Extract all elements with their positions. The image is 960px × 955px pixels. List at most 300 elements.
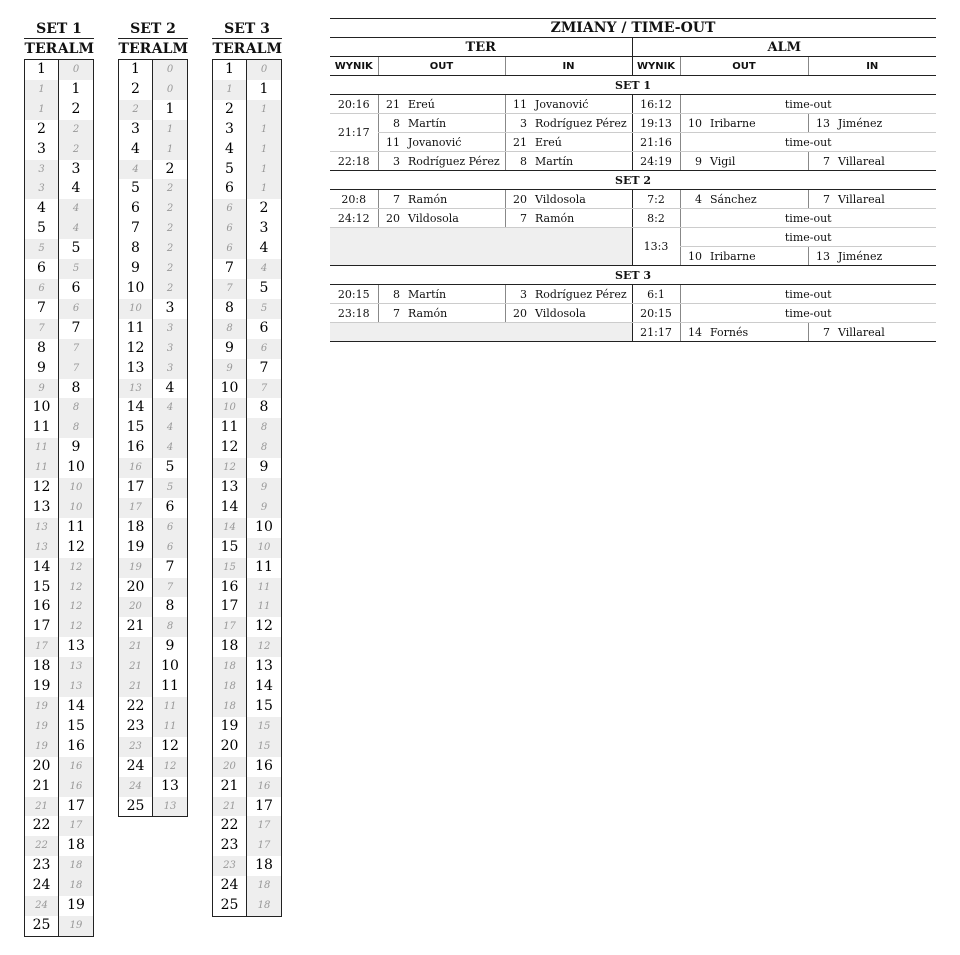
col-out: OUT	[378, 57, 505, 76]
alm-score-cell: 17	[67, 797, 85, 814]
table-row	[213, 100, 281, 120]
set-2-header: SET 2	[330, 171, 936, 190]
alm-score-cell: 5	[165, 459, 175, 476]
table-row	[213, 797, 281, 817]
ter-score-cell: 14	[25, 558, 59, 578]
table-row	[213, 717, 281, 737]
ter-score-cell: 6	[213, 219, 247, 239]
alm-score-cell: 7	[71, 319, 81, 336]
ter-score-cell: 3	[25, 140, 59, 160]
alm-score-cell: 1	[259, 80, 269, 97]
alm-score-cell: 10	[255, 518, 273, 535]
ter-score-cell: 17	[119, 478, 153, 498]
alm-score-cell: 8	[247, 418, 281, 438]
ter-score-cell: 19	[119, 538, 153, 558]
ter-score-cell: 16	[119, 458, 153, 478]
ter-score-cell: 9	[213, 339, 247, 359]
alm-score-cell: 12	[153, 757, 187, 777]
alm-score-cell: 4	[247, 259, 281, 279]
ter-score-cell: 8	[213, 319, 247, 339]
alm-score-cell: 5	[59, 259, 93, 279]
ter-score-cell: 19	[119, 558, 153, 578]
ter-score-cell: 16	[25, 597, 59, 617]
table-row	[25, 578, 93, 598]
table-row	[25, 498, 93, 518]
table-row	[213, 697, 281, 717]
alm-score-cell: 2	[153, 219, 187, 239]
ter-score-cell: 18	[25, 657, 59, 677]
alm-score-cell: 5	[71, 240, 81, 257]
score-grid	[212, 59, 282, 917]
alm-score-cell: 8	[59, 418, 93, 438]
ter-score-cell: 19	[25, 697, 59, 717]
table-row: 21:17 8 Martín 3 Rodríguez Pérez 19:13 10 Iribarne 13 Jiménez	[330, 114, 936, 133]
ter-score-cell: 4	[119, 140, 153, 160]
table-row: 22:18 3 Rodríguez Pérez 8 Martín 24:19 9 Vigil 7 Villareal	[330, 152, 936, 171]
alm-score-cell: 12	[247, 637, 281, 657]
alm-score-cell: 2	[59, 140, 93, 160]
alm-score-cell: 5	[153, 478, 187, 498]
alm-score-cell: 3	[71, 160, 81, 177]
alm-score-cell: 12	[59, 617, 93, 637]
ter-score-cell: 2	[119, 100, 153, 120]
table-row	[25, 597, 93, 617]
alm-score-cell: 2	[59, 120, 93, 140]
table-row	[119, 697, 187, 717]
table-row	[25, 160, 93, 180]
table-row	[25, 478, 93, 498]
alm-score-cell: 11	[153, 697, 187, 717]
ter-score-cell: 21	[25, 797, 59, 817]
alm-score-cell: 16	[59, 757, 93, 777]
ter-score-cell: 19	[25, 737, 59, 757]
alm-score-cell: 11	[161, 678, 179, 695]
team-left-header: TER	[330, 38, 632, 57]
ter-score-cell: 16	[119, 438, 153, 458]
table-row	[119, 498, 187, 518]
alm-score-cell: 18	[67, 837, 85, 854]
table-row: 24:12 20 Vildosola 7 Ramón 8:2 time-out	[330, 209, 936, 228]
ter-score-cell: 1	[25, 60, 59, 80]
alm-score-cell: 10	[59, 478, 93, 498]
alm-score-cell: 16	[255, 757, 273, 774]
ter-score-cell: 22	[25, 836, 59, 856]
alm-score-cell: 8	[165, 598, 175, 615]
ter-score-cell: 12	[213, 458, 247, 478]
alm-score-cell: 13	[255, 658, 273, 675]
alm-score-cell: 0	[59, 60, 93, 80]
table-row	[119, 100, 187, 120]
alm-score-cell: 4	[71, 180, 81, 197]
alm-score-cell: 7	[165, 558, 175, 575]
table-row	[213, 259, 281, 279]
ter-score-cell: 6	[25, 259, 59, 279]
ter-score-cell: 6	[119, 199, 153, 219]
table-row	[119, 179, 187, 199]
alm-score-cell: 10	[59, 498, 93, 518]
alm-score-cell: 1	[153, 140, 187, 160]
ter-score-cell: 17	[25, 617, 59, 637]
alm-score-cell: 6	[259, 319, 269, 336]
table-row	[213, 816, 281, 836]
alm-score-cell: 11	[247, 578, 281, 598]
table-row	[25, 717, 93, 737]
empty-cell	[330, 228, 632, 266]
alm-score-cell: 15	[247, 737, 281, 757]
ter-score-cell: 13	[25, 518, 59, 538]
alm-score-cell: 9	[71, 439, 81, 456]
table-row	[213, 757, 281, 777]
ter-score-cell: 18	[119, 518, 153, 538]
ter-score-cell: 8	[213, 299, 247, 319]
alm-score-cell: 2	[165, 160, 175, 177]
alm-score-cell: 4	[153, 418, 187, 438]
ter-score-cell: 17	[213, 597, 247, 617]
alm-score-cell: 2	[71, 100, 81, 117]
alm-score-cell: 5	[259, 279, 269, 296]
ter-score-cell: 10	[25, 398, 59, 418]
ter-score-cell: 13	[119, 379, 153, 399]
table-row	[119, 120, 187, 140]
ter-score-cell: 20	[119, 578, 153, 598]
ter-score-cell: 9	[25, 359, 59, 379]
set-1-header: SET 1	[330, 76, 936, 95]
table-row	[119, 478, 187, 498]
ter-score-cell: 3	[119, 120, 153, 140]
alm-score-cell: 16	[67, 737, 85, 754]
table-row	[119, 379, 187, 399]
table-row	[25, 876, 93, 896]
alm-score-cell: 4	[165, 379, 175, 396]
ter-score-cell: 3	[25, 179, 59, 199]
table-row	[213, 478, 281, 498]
ter-score-cell: 18	[213, 677, 247, 697]
table-row	[213, 677, 281, 697]
ter-score-cell: 11	[25, 438, 59, 458]
alm-score-cell: 3	[153, 319, 187, 339]
alm-score-cell: 8	[153, 617, 187, 637]
team-ter-header: TER	[24, 41, 58, 57]
alm-score-cell: 2	[153, 279, 187, 299]
table-row	[25, 777, 93, 797]
ter-score-cell: 12	[25, 478, 59, 498]
ter-score-cell: 24	[119, 757, 153, 777]
table-row	[25, 438, 93, 458]
table-row	[25, 856, 93, 876]
table-row	[119, 438, 187, 458]
ter-score-cell: 6	[25, 279, 59, 299]
ter-score-cell: 23	[119, 717, 153, 737]
table-row	[119, 60, 187, 80]
ter-score-cell: 18	[213, 637, 247, 657]
ter-score-cell: 20	[213, 737, 247, 757]
table-row	[213, 558, 281, 578]
table-row	[213, 120, 281, 140]
table-row	[119, 558, 187, 578]
ter-score-cell: 15	[213, 538, 247, 558]
table-row	[119, 757, 187, 777]
alm-score-cell: 12	[67, 538, 85, 555]
alm-score-cell: 6	[153, 538, 187, 558]
ter-score-cell: 2	[213, 100, 247, 120]
table-row	[119, 677, 187, 697]
team-alm-header: ALM	[151, 41, 188, 57]
ter-score-cell: 20	[119, 597, 153, 617]
ter-score-cell: 11	[213, 418, 247, 438]
ter-score-cell: 21	[119, 617, 153, 637]
table-row	[25, 259, 93, 279]
table-row	[213, 518, 281, 538]
table-row	[213, 279, 281, 299]
alm-score-cell: 18	[247, 896, 281, 916]
alm-score-cell: 6	[247, 339, 281, 359]
ter-score-cell: 10	[119, 279, 153, 299]
table-row	[25, 816, 93, 836]
table-row	[25, 299, 93, 319]
score-grid	[24, 59, 94, 937]
table-row: 10 Iribarne 13 Jiménez	[330, 247, 936, 266]
col-out: OUT	[680, 57, 808, 76]
table-row	[213, 179, 281, 199]
alm-score-cell: 14	[67, 698, 85, 714]
alm-score-cell: 6	[59, 299, 93, 319]
alm-score-cell: 9	[247, 498, 281, 518]
table-row	[213, 458, 281, 478]
table-row	[213, 896, 281, 916]
alm-score-cell: 10	[67, 459, 85, 476]
table-row	[25, 359, 93, 379]
ter-score-cell: 18	[213, 657, 247, 677]
table-row	[213, 438, 281, 458]
ter-score-cell: 4	[119, 160, 153, 180]
table-row	[25, 120, 93, 140]
alm-score-cell: 18	[247, 876, 281, 896]
alm-score-cell: 14	[255, 678, 273, 695]
alm-score-cell: 4	[59, 219, 93, 239]
alm-score-cell: 17	[247, 836, 281, 856]
alm-score-cell: 18	[59, 856, 93, 876]
table-row	[25, 179, 93, 199]
table-row	[25, 677, 93, 697]
alm-score-cell: 0	[153, 80, 187, 100]
table-row: 21:17 14 Fornés 7 Villareal	[330, 323, 936, 342]
team-alm-header: ALM	[245, 41, 282, 57]
alm-score-cell: 7	[247, 379, 281, 399]
table-row	[25, 558, 93, 578]
table-row	[25, 757, 93, 777]
set-title: SET 2	[118, 20, 188, 39]
set-title: SET 1	[24, 20, 94, 39]
ter-score-cell: 16	[213, 578, 247, 598]
team-ter-header: TER	[212, 41, 246, 57]
alm-score-cell: 3	[153, 339, 187, 359]
alm-score-cell: 9	[165, 638, 175, 655]
alm-score-cell: 12	[255, 618, 273, 635]
alm-score-cell: 11	[153, 717, 187, 737]
alm-score-cell: 12	[59, 597, 93, 617]
table-row	[25, 319, 93, 339]
ter-score-cell: 18	[213, 697, 247, 717]
alm-score-cell: 6	[153, 518, 187, 538]
ter-score-cell: 5	[119, 179, 153, 199]
table-row	[119, 458, 187, 478]
table-row	[119, 160, 187, 180]
table-row	[25, 339, 93, 359]
ter-score-cell: 19	[213, 717, 247, 737]
ter-score-cell: 20	[25, 757, 59, 777]
ter-score-cell: 22	[119, 697, 153, 717]
ter-score-cell: 14	[213, 518, 247, 538]
ter-score-cell: 15	[213, 558, 247, 578]
ter-score-cell: 24	[119, 777, 153, 797]
alm-score-cell: 11	[67, 518, 85, 535]
ter-score-cell: 17	[213, 617, 247, 637]
alm-score-cell: 1	[247, 179, 281, 199]
table-row	[119, 717, 187, 737]
alm-score-cell: 2	[153, 239, 187, 259]
ter-score-cell: 5	[25, 219, 59, 239]
ter-score-cell: 21	[119, 657, 153, 677]
table-row	[119, 299, 187, 319]
table-row	[119, 398, 187, 418]
col-in: IN	[808, 57, 936, 76]
alm-score-cell: 4	[59, 199, 93, 219]
table-row	[213, 160, 281, 180]
ter-score-cell: 19	[25, 677, 59, 697]
ter-score-cell: 23	[213, 856, 247, 876]
alm-score-cell: 16	[59, 777, 93, 797]
alm-score-cell: 9	[247, 478, 281, 498]
alm-score-cell: 3	[165, 299, 175, 316]
ter-score-cell: 3	[213, 120, 247, 140]
substitutions-title: ZMIANY / TIME-OUT	[330, 19, 936, 38]
alm-score-cell: 4	[259, 240, 269, 257]
ter-score-cell: 13	[119, 359, 153, 379]
table-row	[213, 777, 281, 797]
alm-score-cell: 0	[153, 60, 187, 80]
table-row	[25, 637, 93, 657]
ter-score-cell: 12	[119, 339, 153, 359]
ter-score-cell: 6	[213, 179, 247, 199]
table-row	[213, 657, 281, 677]
ter-score-cell: 23	[119, 737, 153, 757]
table-row	[25, 219, 93, 239]
table-row	[119, 657, 187, 677]
ter-score-cell: 7	[213, 259, 247, 279]
table-row	[119, 359, 187, 379]
ter-score-cell: 22	[213, 816, 247, 836]
ter-score-cell: 5	[25, 239, 59, 259]
ter-score-cell: 19	[25, 717, 59, 737]
alm-score-cell: 0	[247, 60, 281, 80]
table-row	[119, 597, 187, 617]
col-in: IN	[505, 57, 632, 76]
ter-score-cell: 10	[213, 379, 247, 399]
table-row	[213, 319, 281, 339]
alm-score-cell: 18	[59, 876, 93, 896]
ter-score-cell: 6	[213, 199, 247, 219]
ter-score-cell: 13	[25, 538, 59, 558]
table-row	[119, 518, 187, 538]
table-row	[119, 737, 187, 757]
alm-score-cell: 13	[161, 777, 179, 794]
table-row	[213, 299, 281, 319]
table-row: 11 Jovanović 21 Ereú 21:16 time-out	[330, 133, 936, 152]
table-row	[119, 418, 187, 438]
ter-score-cell: 20	[213, 757, 247, 777]
alm-score-cell: 3	[153, 359, 187, 379]
set-3-header: SET 3	[330, 266, 936, 285]
table-row	[25, 657, 93, 677]
alm-score-cell: 8	[59, 398, 93, 418]
alm-score-cell: 16	[247, 777, 281, 797]
table-row	[213, 856, 281, 876]
table-row	[25, 239, 93, 259]
ter-score-cell: 11	[119, 319, 153, 339]
ter-score-cell: 23	[213, 836, 247, 856]
table-row	[25, 379, 93, 399]
ter-score-cell: 6	[213, 239, 247, 259]
alm-score-cell: 2	[259, 200, 269, 217]
table-row: 23:18 7 Ramón 20 Vildosola 20:15 time-out	[330, 304, 936, 323]
ter-score-cell: 24	[25, 876, 59, 896]
table-row	[25, 60, 93, 80]
alm-score-cell: 4	[153, 398, 187, 418]
alm-score-cell: 2	[153, 259, 187, 279]
alm-score-cell: 12	[59, 558, 93, 578]
team-alm-header: ALM	[57, 41, 94, 57]
ter-score-cell: 23	[25, 856, 59, 876]
table-row	[213, 836, 281, 856]
alm-score-cell: 2	[153, 199, 187, 219]
ter-score-cell: 9	[119, 259, 153, 279]
alm-score-cell: 13	[59, 657, 93, 677]
table-row	[119, 777, 187, 797]
table-row: 20:15 8 Martín 3 Rodríguez Pérez 6:1 time-out	[330, 285, 936, 304]
ter-score-cell: 4	[213, 140, 247, 160]
table-row	[213, 379, 281, 399]
table-row	[213, 637, 281, 657]
ter-score-cell: 7	[25, 319, 59, 339]
ter-score-cell: 1	[25, 100, 59, 120]
table-row	[25, 797, 93, 817]
alm-score-cell: 10	[247, 538, 281, 558]
ter-score-cell: 17	[25, 637, 59, 657]
table-row	[213, 239, 281, 259]
table-row	[25, 279, 93, 299]
alm-score-cell: 15	[247, 717, 281, 737]
set-title: SET 3	[212, 20, 282, 39]
empty-cell	[330, 323, 632, 342]
ter-score-cell: 21	[213, 777, 247, 797]
table-row	[119, 199, 187, 219]
ter-score-cell: 22	[25, 816, 59, 836]
table-row	[25, 80, 93, 100]
table-row	[213, 140, 281, 160]
ter-score-cell: 24	[25, 896, 59, 916]
table-row	[213, 498, 281, 518]
table-row	[25, 398, 93, 418]
table-row	[119, 319, 187, 339]
table-row: 20:16 21 Ereú 11 Jovanović 16:12 time-out	[330, 95, 936, 114]
alm-score-cell: 10	[161, 658, 179, 675]
table-row	[213, 578, 281, 598]
table-row	[213, 80, 281, 100]
table-row	[119, 538, 187, 558]
ter-score-cell: 3	[25, 160, 59, 180]
col-score: WYNIK	[330, 57, 378, 76]
table-row	[25, 458, 93, 478]
